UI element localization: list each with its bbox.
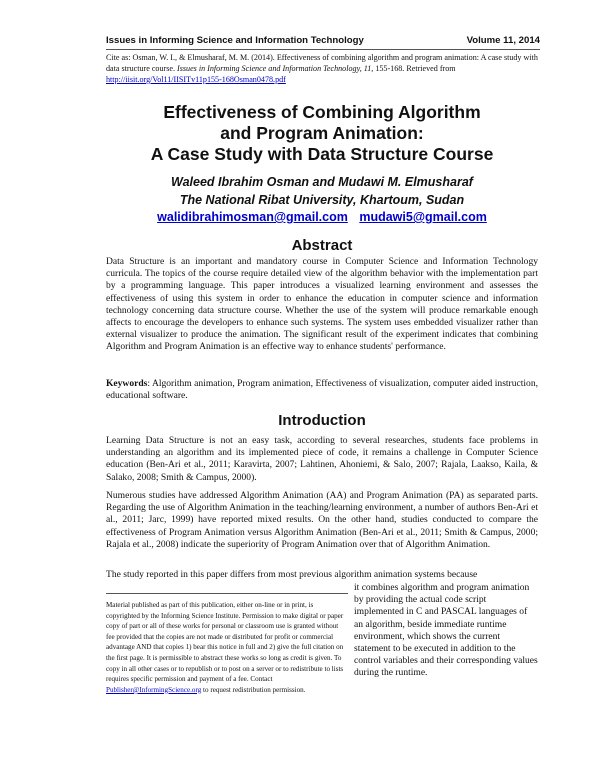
paper-title <box>106 102 538 165</box>
citation-url-link[interactable]: http://iisit.org/Vol11/IISITv11p155-168Osman0478.pdf <box>106 75 286 84</box>
author-emails <box>106 210 538 224</box>
introduction-heading: Introduction <box>278 412 366 429</box>
running-header <box>106 35 540 46</box>
citation-text: Cite as: Osman, W. I., & Elmusharaf, M. M. (2014). Effectiveness of combining algorithm and program animation: A case study with data structure course. <box>106 53 538 73</box>
intro-paragraph-2: Numerous studies have addressed Algorithm Animation (AA) and Program Animation (PA) as separated parts. Regarding the use of Algorithm Animation in the teaching/learning environment, a number of authors Ben-Ari et al., 2011; Jarc, 1999) have reported mixed results. On the other hand, studies conducted to compare the effectiveness of Program Animation versus Algorithm Animation (Ben-Ari et al., 2011; Smith & Campus, 2000; Rajala et al., 2008) indicate the superiority of Program Animation over that of Algorithm Animation. <box>106 490 538 550</box>
citation-block <box>106 52 538 85</box>
copyright-footnote <box>106 600 348 695</box>
email-link-2[interactable]: mudawi5@gmail.com <box>359 210 487 224</box>
footnote-divider <box>106 593 348 594</box>
intro-paragraph-1: Learning Data Structure is not an easy task, according to several researches, students face problems in understanding an algorithm and its implemented piece of code, it remains a challenge in Computer Science education (Ben-Ari et al., 2011; Karavirta, 2007; Lahtinen, Ahoniemi, & Salo, 2007; Rajala, Laakso, Kaila, & Salako, 2008; Smith & Campus, 2000). <box>106 435 538 483</box>
footnote-text: Material published as part of this publication, either on-line or in print, is copyrighted by the Informing Science Institute. Permission to make digital or paper copy of part or all of these works for personal or classroom use is granted without fee provided that the copies are not made or distributed for profit or commercial advantage AND that copies 1) bear this notice in full and 2) give the full citation on the first page. It is permissible to abstract these works so long as credit is given. To copy in all other cases or to republish or to post on a server or to redistribute to lists requires specific permission and payment of a fee. Contact <box>106 601 344 684</box>
citation-journal: Issues in Informing Science and Information Technology, 11, <box>177 64 374 73</box>
title-line-1: Effectiveness of Combining Algorithm <box>163 102 481 122</box>
publisher-email-link[interactable]: Publisher@InformingScience.org <box>106 685 202 694</box>
keywords-list: : Algorithm animation, Program animation, Effectiveness of visualization, computer aided instruction, educational software. <box>106 378 538 402</box>
author-block <box>106 173 538 209</box>
abstract-text: Data Structure is an important and mandatory course in Computer Science and Information Technology curricula. The topics of the course require detailed view of the algorithm behavior with the implementation part by a programming language. This paper introduces a visualized learning environment and assesses the effectiveness of using this system in order to enhance the education in computer science and information technology concerning data structure course. Whether the use of the system will produce remarkable enough affects to encourage the developers to enhance such systems. The system uses embedded visualizer rather than external visualizer to produce the animation. The significant result of the experiment indicates that combining Algorithm and Program Animation is an effective way to enhance students' performance. <box>106 256 538 353</box>
journal-name: Issues in Informing Science and Information Technology <box>106 35 364 46</box>
keywords-label: Keywords <box>106 378 148 389</box>
title-line-3: A Case Study with Data Structure Course <box>150 144 494 164</box>
citation-pages: 155-168. Retrieved from <box>375 64 456 73</box>
volume-label: Volume 11, 2014 <box>466 35 540 46</box>
footnote-text-end: to request redistribution permission. <box>203 685 306 694</box>
intro-paragraph-3-continued: it combines algorithm and program animation by providing the actual code script implemented in C and PASCAL languages of an algorithm, beside immediate runtime environment, which shows the current statement to be executed in addition to the control variables and their corresponding values during the runtime. <box>354 582 538 679</box>
abstract-heading: Abstract <box>291 237 353 254</box>
header-divider <box>106 49 540 50</box>
intro-paragraph-3-start: The study reported in this paper differs from most previous algorithm animation systems because <box>106 569 478 580</box>
author-names: Waleed Ibrahim Osman and Mudawi M. Elmusharaf <box>171 175 473 189</box>
keywords-paragraph <box>106 378 538 402</box>
author-affiliation: The National Ribat University, Khartoum, Sudan <box>179 193 465 207</box>
email-link-1[interactable]: walidibrahimosman@gmail.com <box>157 210 348 224</box>
title-line-2: and Program Animation: <box>220 123 424 143</box>
